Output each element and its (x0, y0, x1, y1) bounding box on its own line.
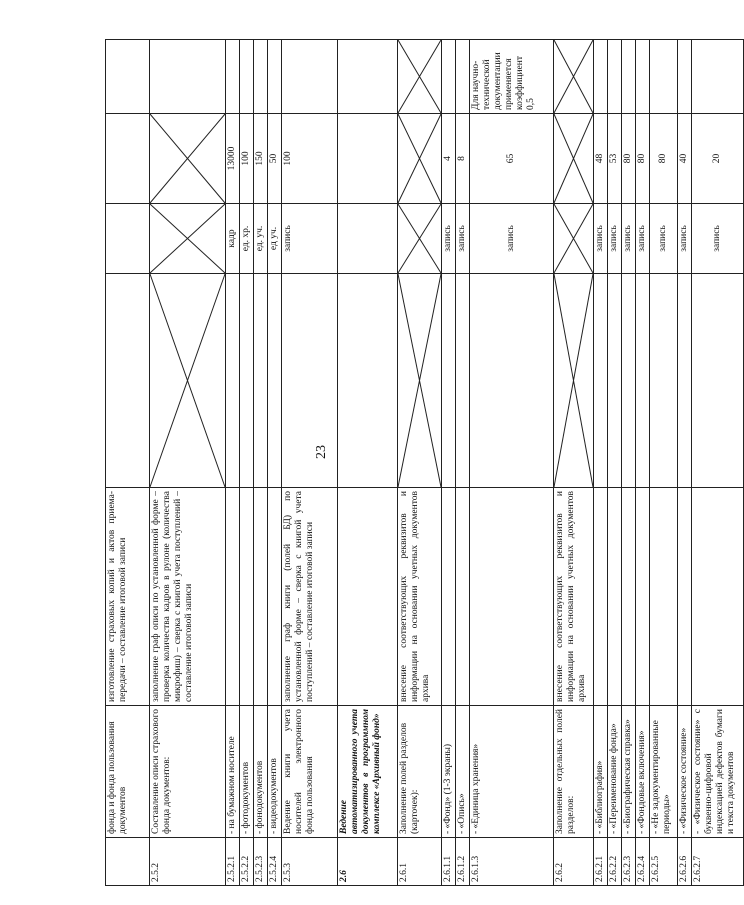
row-note (106, 40, 150, 114)
row-norm: 150 (254, 114, 268, 204)
row-name: - «Не задокументированные периоды» (650, 706, 678, 838)
row-number: 2.6.2.1 (594, 838, 608, 886)
row-note (622, 40, 636, 114)
row-number: 2.6.1.3 (470, 838, 554, 886)
row-unit: запись (282, 204, 338, 274)
row-name: - на бумажном носителе (226, 706, 240, 838)
row-name: Заполнение отдельных полей разделов: (554, 706, 594, 838)
empty-cell (692, 274, 744, 488)
table-row (442, 40, 456, 886)
page-number: 23 (314, 445, 329, 459)
empty-cell (240, 274, 254, 488)
row-name: Ведение книги учета носителей электронного фонда пользования (282, 706, 338, 838)
table-row (650, 40, 678, 886)
row-unit: ед. хр. (240, 204, 254, 274)
row-number: 2.6.1.1 (442, 838, 456, 886)
empty-cell (268, 274, 282, 488)
table-row (456, 40, 470, 886)
row-note (442, 40, 456, 114)
crossed-cell (398, 204, 442, 274)
row-number: 2.6.2.4 (636, 838, 650, 886)
table-row (338, 40, 398, 886)
table-row (678, 40, 692, 886)
row-content (338, 488, 398, 706)
row-note (150, 40, 226, 114)
row-content (594, 488, 608, 706)
row-unit: запись (608, 204, 622, 274)
row-norm: 80 (650, 114, 678, 204)
empty-cell (442, 274, 456, 488)
crossed-cell (398, 274, 442, 488)
row-name: - видеодокументов (268, 706, 282, 838)
table-row (398, 40, 442, 886)
row-note (650, 40, 678, 114)
row-number: 2.6 (338, 838, 398, 886)
row-norm: 80 (636, 114, 650, 204)
row-name: - «Фондовые включения» (636, 706, 650, 838)
row-content: внесение соответствующих реквизитов и информации на основании учетных документов архива (554, 488, 594, 706)
row-note (338, 40, 398, 114)
row-content (608, 488, 622, 706)
crossed-cell (554, 40, 594, 114)
row-content (226, 488, 240, 706)
row-number: 2.6.2.7 (692, 838, 744, 886)
row-note (240, 40, 254, 114)
row-unit: ед. уч. (254, 204, 268, 274)
row-norm: 100 (240, 114, 254, 204)
table-row (254, 40, 268, 886)
crossed-cell (150, 274, 226, 488)
table-row (106, 40, 150, 886)
row-norm: 13000 (226, 114, 240, 204)
empty-cell (622, 274, 636, 488)
row-number: 2.6.2.5 (650, 838, 678, 886)
row-content (254, 488, 268, 706)
table-row (282, 40, 338, 886)
row-norm: 40 (678, 114, 692, 204)
table-row (240, 40, 254, 886)
crossed-cell (150, 114, 226, 204)
row-note (268, 40, 282, 114)
row-name: - «Биографическая справка» (622, 706, 636, 838)
crossed-cell (554, 114, 594, 204)
row-content (650, 488, 678, 706)
row-number: 2.5.2.4 (268, 838, 282, 886)
rotated-table-area (105, 40, 736, 886)
table-row (150, 40, 226, 886)
row-unit: запись (470, 204, 554, 274)
row-number: 2.5.2.2 (240, 838, 254, 886)
row-unit (338, 204, 398, 274)
row-name: Составление описи страхового фонда документов: (150, 706, 226, 838)
row-number: 2.6.1 (398, 838, 442, 886)
row-content (268, 488, 282, 706)
row-norm: 20 (692, 114, 744, 204)
row-note (456, 40, 470, 114)
empty-cell (608, 274, 622, 488)
row-name: - фотодокументов (240, 706, 254, 838)
row-unit: запись (678, 204, 692, 274)
row-unit: ед уч. (268, 204, 282, 274)
table-row (636, 40, 650, 886)
norms-table (105, 39, 744, 886)
row-number: 2.5.2 (150, 838, 226, 886)
row-number: 2.6.2.2 (608, 838, 622, 886)
empty-cell (338, 274, 398, 488)
row-content (456, 488, 470, 706)
crossed-cell (150, 204, 226, 274)
row-content (622, 488, 636, 706)
row-norm: 53 (608, 114, 622, 204)
row-name: - «Единица хранения» (470, 706, 554, 838)
row-unit: запись (636, 204, 650, 274)
table-row (226, 40, 240, 886)
row-norm: 65 (470, 114, 554, 204)
row-number: 2.6.2.6 (678, 838, 692, 886)
table-row (554, 40, 594, 886)
row-unit: запись (456, 204, 470, 274)
row-content (442, 488, 456, 706)
row-content: заполнение граф книги (полей БД) по установленной форме – сверка с книгой учета поступлений – составление итоговой записи (282, 488, 338, 706)
row-note: Для научно-технической документации применяется коэффициент 0,5 (470, 40, 554, 114)
empty-cell (254, 274, 268, 488)
row-number: 2.6.1.2 (456, 838, 470, 886)
row-number: 2.6.2 (554, 838, 594, 886)
crossed-cell (554, 204, 594, 274)
row-note (636, 40, 650, 114)
table-row (608, 40, 622, 886)
row-unit: запись (692, 204, 744, 274)
section-heading: Ведение автоматизированного учета документов в программном комплексе «Архивный фонд» (338, 706, 398, 838)
row-unit: запись (594, 204, 608, 274)
row-name: - «Библиография» (594, 706, 608, 838)
row-name: фонда и фонда пользования документов (106, 706, 150, 838)
row-name: - «Переименование фонда» (608, 706, 622, 838)
crossed-cell (554, 274, 594, 488)
row-number: 2.5.3 (282, 838, 338, 886)
row-note (678, 40, 692, 114)
row-note (226, 40, 240, 114)
empty-cell (226, 274, 240, 488)
row-norm: 4 (442, 114, 456, 204)
row-unit: запись (442, 204, 456, 274)
table-row (268, 40, 282, 886)
row-norm: 80 (622, 114, 636, 204)
row-name: - «Физическое состояние» (678, 706, 692, 838)
row-content (678, 488, 692, 706)
empty-cell (106, 274, 150, 488)
row-note (282, 40, 338, 114)
row-number (106, 838, 150, 886)
row-content: изготовление страховых копий и актов приема-передачи – составление итоговой записи (106, 488, 150, 706)
row-unit: кадр (226, 204, 240, 274)
row-number: 2.5.2.3 (254, 838, 268, 886)
row-note (692, 40, 744, 114)
row-norm: 8 (456, 114, 470, 204)
crossed-cell (398, 40, 442, 114)
row-number: 2.5.2.1 (226, 838, 240, 886)
row-norm: 50 (268, 114, 282, 204)
empty-cell (594, 274, 608, 488)
row-norm (338, 114, 398, 204)
row-norm (106, 114, 150, 204)
empty-cell (678, 274, 692, 488)
row-content (470, 488, 554, 706)
row-norm: 48 (594, 114, 608, 204)
empty-cell (282, 274, 338, 488)
row-name: Заполнение полей разделов (карточек): (398, 706, 442, 838)
row-name: - фонодокументов (254, 706, 268, 838)
row-content: заполнение граф описи по установленной форме – проверка количества кадров в рулоне (количества микрофиш) – сверка с книгой учета поступлений – составление итоговой записи (150, 488, 226, 706)
empty-cell (650, 274, 678, 488)
row-unit: запись (622, 204, 636, 274)
row-name: - «Физическое состояние» с буквенно-цифровой индексацией дефектов бумаги и текста документов (692, 706, 744, 838)
row-number: 2.6.2.3 (622, 838, 636, 886)
row-note (608, 40, 622, 114)
crossed-cell (398, 114, 442, 204)
empty-cell (636, 274, 650, 488)
table-row (594, 40, 608, 886)
row-note (254, 40, 268, 114)
row-unit: запись (650, 204, 678, 274)
row-name: - «Фонд» (1-3 экраны) (442, 706, 456, 838)
row-unit (106, 204, 150, 274)
row-norm: 100 (282, 114, 338, 204)
row-content (240, 488, 254, 706)
row-name: - «Опись» (456, 706, 470, 838)
table-row (692, 40, 744, 886)
empty-cell (456, 274, 470, 488)
row-content (692, 488, 744, 706)
row-content (636, 488, 650, 706)
table-row (622, 40, 636, 886)
table-row (470, 40, 554, 886)
row-content: внесение соответствующих реквизитов и информации на основании учетных документов архива (398, 488, 442, 706)
empty-cell (470, 274, 554, 488)
row-note (594, 40, 608, 114)
